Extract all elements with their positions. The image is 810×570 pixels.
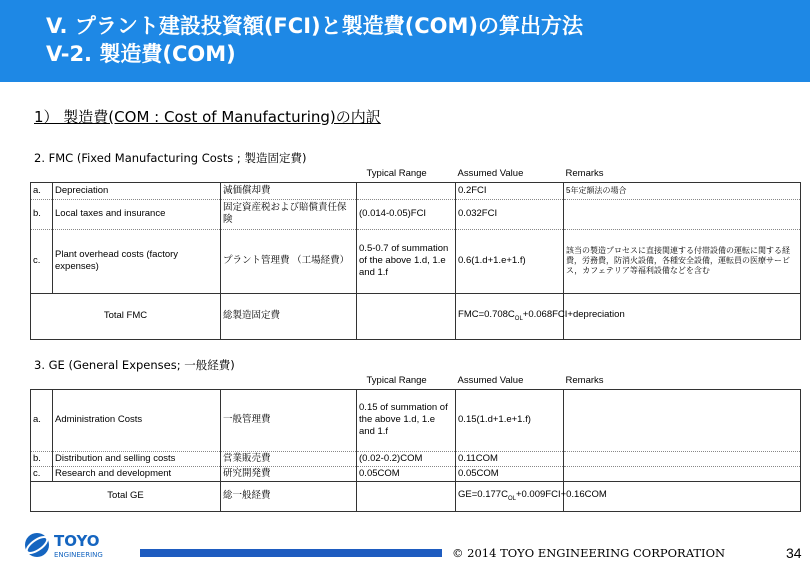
svg-text:ENGINEERING: ENGINEERING bbox=[54, 551, 103, 559]
row-label-en: Plant overhead costs (factory expenses) bbox=[53, 229, 221, 293]
row-label-jp: プラント管理費 （工場経費） bbox=[221, 229, 357, 293]
row-label-en: Depreciation bbox=[53, 182, 221, 199]
row-id: a. bbox=[31, 389, 53, 451]
total-label-en: Total FMC bbox=[31, 293, 221, 339]
row-range: 0.05COM bbox=[357, 466, 456, 481]
header-assumed-value: Assumed Value bbox=[456, 375, 564, 389]
slide-title: V. プラント建設投資額(FCI)と製造費(COM)の算出方法 bbox=[46, 14, 583, 38]
slide-subtitle: V-2. 製造費(COM) bbox=[46, 42, 236, 66]
row-label-jp: 営業販売費 bbox=[221, 451, 357, 466]
row-label-en: Administration Costs bbox=[53, 389, 221, 451]
table-row bbox=[31, 466, 801, 481]
row-label-en: Research and development bbox=[53, 466, 221, 481]
row-label-jp: 一般管理費 bbox=[221, 389, 357, 451]
fmc-section-title: 2. FMC (Fixed Manufacturing Costs ; 製造固定費) bbox=[34, 151, 307, 165]
row-range bbox=[357, 182, 456, 199]
row-range: (0.014-0.05)FCI bbox=[357, 199, 456, 229]
copyright: © 2014 TOYO ENGINEERING CORPORATION bbox=[452, 546, 726, 560]
table-row bbox=[31, 229, 801, 293]
table-row bbox=[31, 451, 801, 466]
row-remarks bbox=[564, 466, 801, 481]
row-remarks bbox=[564, 199, 801, 229]
row-id: c. bbox=[31, 466, 53, 481]
header-assumed-value: Assumed Value bbox=[456, 168, 564, 182]
svg-text:TOYO: TOYO bbox=[54, 532, 100, 550]
row-remarks bbox=[564, 389, 801, 451]
section-heading: 1） 製造費(COM : Cost of Manufacturing)の内訳 bbox=[34, 108, 381, 126]
row-id: b. bbox=[31, 199, 53, 229]
row-range: 0.5-0.7 of summation of the above 1.d, 1.e and 1.f bbox=[357, 229, 456, 293]
row-range: (0.02-0.2)COM bbox=[357, 451, 456, 466]
row-label-jp: 研究開発費 bbox=[221, 466, 357, 481]
table-row bbox=[31, 182, 801, 199]
total-label-jp: 総製造固定費 bbox=[221, 293, 357, 339]
row-value: 0.11COM bbox=[456, 451, 564, 466]
fmc-table bbox=[30, 168, 801, 340]
total-label-jp: 総一般経費 bbox=[221, 481, 357, 511]
header-typical-range: Typical Range bbox=[357, 375, 456, 389]
row-value: 0.15(1.d+1.e+1.f) bbox=[456, 389, 564, 451]
header-remarks: Remarks bbox=[564, 168, 801, 182]
page-number: 34 bbox=[786, 545, 802, 561]
row-id: c. bbox=[31, 229, 53, 293]
row-label-jp: 減価償却費 bbox=[221, 182, 357, 199]
title-banner bbox=[0, 0, 810, 82]
total-label-en: Total GE bbox=[31, 481, 221, 511]
table-row bbox=[31, 389, 801, 451]
total-row bbox=[31, 481, 801, 511]
toyo-logo bbox=[24, 528, 124, 566]
row-value: 0.6(1.d+1.e+1.f) bbox=[456, 229, 564, 293]
footer-bar bbox=[140, 549, 442, 557]
ge-section-title: 3. GE (General Expenses; 一般経費) bbox=[34, 358, 235, 372]
row-id: b. bbox=[31, 451, 53, 466]
total-formula: $FMC=0.708C_{OL}+0.068FCI+depreciation$ bbox=[456, 293, 564, 339]
row-label-en: Local taxes and insurance bbox=[53, 199, 221, 229]
ge-table bbox=[30, 375, 801, 512]
row-label-jp: 固定資産税および賠償責任保険 bbox=[221, 199, 357, 229]
row-value: 0.032FCI bbox=[456, 199, 564, 229]
header-typical-range: Typical Range bbox=[357, 168, 456, 182]
row-remarks: 該当の製造プロセスに直接関連する付帯設備の運転に関する経費，労務費，防消火設備，各種安全設備，運転員の医療サービス，カフェテリア等福利設備などを含む bbox=[564, 229, 801, 293]
total-row bbox=[31, 293, 801, 339]
row-range: 0.15 of summation of the above 1.d, 1.e and 1.f bbox=[357, 389, 456, 451]
header-remarks: Remarks bbox=[564, 375, 801, 389]
total-formula: $GE=0.177C_{OL}+0.009FCI+0.16COM$ bbox=[456, 481, 564, 511]
row-remarks: 5年定額法の場合 bbox=[564, 182, 801, 199]
row-id: a. bbox=[31, 182, 53, 199]
row-label-en: Distribution and selling costs bbox=[53, 451, 221, 466]
table-row bbox=[31, 199, 801, 229]
row-remarks bbox=[564, 451, 801, 466]
row-value: 0.05COM bbox=[456, 466, 564, 481]
row-value: 0.2FCI bbox=[456, 182, 564, 199]
